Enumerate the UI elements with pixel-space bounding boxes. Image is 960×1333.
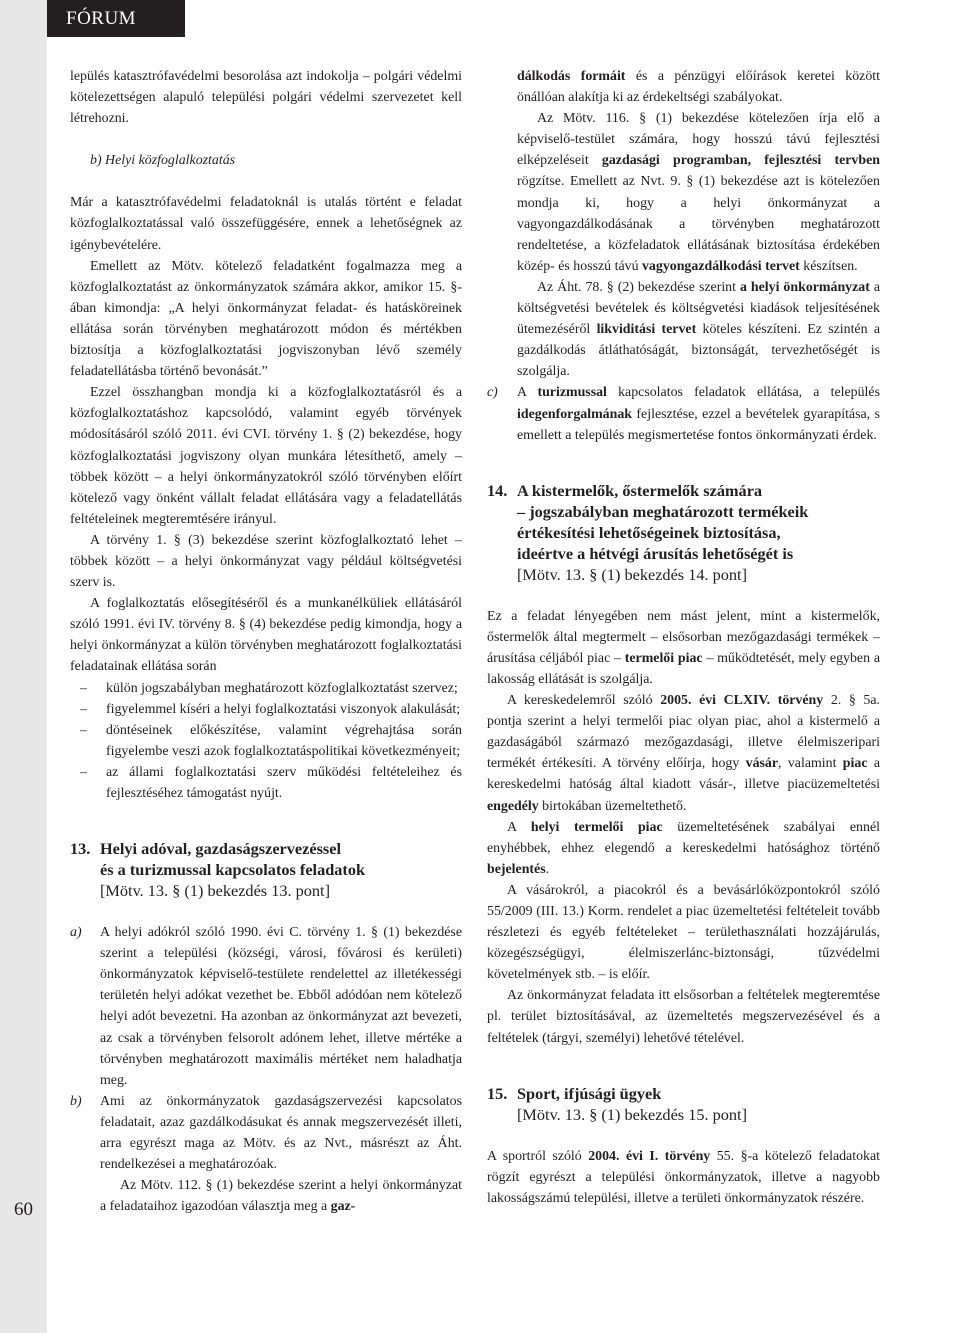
heading-line: – jogszabályban meghatározott termékeik [517, 501, 809, 521]
heading-number: 13. [70, 839, 91, 859]
heading-line: ideértve a hétvégi árusítás lehetőségét is [517, 543, 794, 563]
paragraph [100, 1175, 462, 1217]
bold-run: dálkodás formáit [517, 69, 626, 84]
text-run: a költségvetési bevételek és költségvetési kiadások teljesítésének ütemezéséről [517, 279, 881, 338]
list-item-text: A helyi adókról szóló 1990. évi C. törvény 1. § (1) bekezdése szerint a települési (községi, városi, fővárosi és kerületi) önkormányzatok képviselő-testülete rendelettel az illetékességi területén helyi adókat vezethet be. Ebből adódóan nem kötelező helyi adót bevezetni. Ha azonban az önkormányzat azt bevezeti, az csak a törvényben felsorolt adónem lehet, illetve mértéke a törvényben meghatározott maximális mértéket nem haladhatja meg. [100, 925, 462, 1088]
text-run: A [517, 385, 538, 401]
bold-run: helyi termelői piac [530, 819, 663, 835]
paragraph: Már a katasztrófavédelmi feladatoknál is utalás történt e feladat közfoglalkoztatással való összefüggésére, ennek a lehetőségnek az igénybevételére. [70, 195, 462, 253]
bold-run: a helyi önkormányzat [739, 279, 870, 295]
text-run: A [507, 819, 531, 835]
text-run: Az Áht. 78. § (2) bekezdése szerint [537, 279, 740, 295]
bold-run: gazdasági programban, fejlesztési tervben [601, 153, 880, 169]
bold-run: bejelentés [487, 861, 546, 877]
paragraph [517, 277, 880, 382]
section-header: FÓRUM [47, 0, 185, 37]
bold-run: 2005. évi CLXIV. törvény [660, 693, 824, 709]
text-run: Az Mötv. 116. § (1) bekezdése kötelezően írja elő a képviselő-testület számára, hogy hosszú távú fejlesztési elképzeléseit [517, 111, 880, 169]
list-item-text: külön jogszabályban meghatározott közfoglalkoztatást szervez; [106, 680, 458, 696]
bold-run: likviditási tervet [596, 322, 697, 338]
bold-run: 2004. évi I. törvény [588, 1148, 711, 1164]
paragraph [487, 1146, 880, 1209]
list-letter: a) [70, 925, 82, 941]
text-run: Ez a feladat lényegében nem mást jelent, mint a kistermelők, őstermelők által megtermelt – elsősorban mezőgazdasági termékek – árusítása céljából piac – [487, 608, 880, 666]
list-letter: c) [487, 385, 498, 401]
list-item [70, 678, 462, 699]
list-item-c [487, 382, 880, 445]
text-run: rögzítse. Emellett az Nvt. 9. § (1) bekezdése azt is kötelezően mondja ki, hogy a helyi önkormányzat a vagyongazdálkodásának a törvényben meghatározott rendeltetése, a közfeladatok ellátásának biztosítása érdekében közép- és hosszú távú [517, 174, 880, 274]
text-run: köteles készíteni. Ez szintén a gazdálkodás átláthatóságát, biztonságát, tervezhetőségét is szolgálja. [517, 322, 880, 380]
text-run: – működtetését, mely egyben a lakosság ellátását is szolgálja. [487, 650, 880, 687]
text-run: 2. § 5a. pontja szerint a helyi termelői piac olyan piac, ahol a kistermelő a gazdaságából származó mezőgazdasági, illetve élelmiszeripari termékét értékesíti. A törvény előírja, hogy [487, 693, 880, 772]
bold-run: termelői piac [624, 650, 703, 666]
text-run: . [545, 861, 550, 877]
list-item-text: döntéseinek előkészítése, valamint végrehajtása során figyelembe veszi azok foglalkoztatáspolitikai következményeit; [106, 722, 462, 759]
text-run: készítsen. [799, 258, 858, 274]
bold-run: vagyongazdálkodási tervet [641, 258, 800, 274]
list-item [70, 699, 462, 720]
heading-line: értékesítési lehetőségeinek biztosítása, [517, 522, 781, 542]
text-run: birtokában üzemeltethető. [538, 798, 687, 814]
list-item [70, 720, 462, 762]
paragraph: Ezzel összhangban mondja ki a közfoglalkoztatásról és a közfoglalkoztatáshoz kapcsolódó, valamint egyéb törvények módosításáról szóló 2011. évi CVI. törvény 1. § (2) bekezdése, hogy közfoglalkoztatási jogviszony olyan munkára létesíthető, amely – többek között – a helyi önkormányzatokról szóló törvényben előírt kötelező vagy önként vállalt feladat ellátására vagy a feladatellátás feltételeinek megteremtésére irányul. [70, 385, 462, 527]
heading-line: Sport, ifjúsági ügyek [517, 1083, 662, 1103]
section-heading-14 [487, 480, 880, 585]
paragraph [487, 817, 880, 880]
list-item [70, 762, 462, 804]
text-run: Az Mötv. 112. § (1) bekezdése szerint a helyi önkormányzat a feladataihoz igazodóan választja meg a [100, 1178, 462, 1215]
text-run: és a pénzügyi előírások keretei között önállóan alakítja ki az érdekeltségi szabályokat. [517, 69, 880, 106]
heading-reference: [Mötv. 13. § (1) bekezdés 14. pont] [517, 564, 747, 584]
text-run: A sportról szóló [487, 1148, 589, 1164]
dash-bullet: – [80, 764, 87, 780]
heading-line: A kistermelők, őstermelők számára [517, 480, 763, 500]
right-column [487, 66, 880, 1209]
text-run: kapcsolatos feladatok ellátása, a település [606, 385, 880, 401]
bold-run: turizmussal [537, 385, 607, 401]
list-item-a [70, 922, 462, 1091]
list-item-b-continued [487, 66, 880, 382]
dash-bullet: – [80, 680, 87, 696]
bold-run: engedély [487, 798, 539, 814]
bold-run: idegenforgalmának [517, 406, 632, 422]
paragraph: A foglalkoztatás elősegítéséről és a munkanélküliek ellátásáról szóló 1991. évi IV. törvény 8. § (4) bekezdése pedig kimondja, hogy a helyi önkormányzat a külön törvényben meghatározott foglalkoztatási feladatainak ellátása során [70, 596, 462, 675]
bold-run: vásár [745, 756, 779, 772]
text-run: fejlesztése, ezzel a bevételek gyarapítása, s emellett a település megismertetése fontos önkormányzati érdek. [517, 406, 880, 443]
bold-run: gaz- [330, 1199, 356, 1215]
paragraph [517, 108, 880, 277]
text-run: a kereskedelmi hatóság által kiadott vásár-, illetve piacüzemeltetési [487, 756, 880, 793]
bold-run: piac [842, 756, 868, 772]
paragraph [517, 66, 880, 108]
section-heading-13 [70, 838, 462, 901]
section-heading-15 [487, 1083, 880, 1125]
text-run: 55. §-a kötelező feladatokat rögzít egyrészt a települési önkormányzatok, illetve a nagyobb lakosságszámú települési, illetve a területi önkormányzatok részére. [487, 1148, 881, 1206]
paragraph [487, 606, 880, 690]
list-item-text: az állami foglalkoztatási szerv működési feltételeihez és fejlesztéséhez támogatást nyújt. [106, 764, 462, 801]
paragraph: Emellett az Mötv. kötelező feladatként fogalmazza meg a közfoglalkoztatást az önkormányzatok számára akkor, amikor 15. §-ában kimondja: „A helyi önkormányzat feladat- és hatásköreinek ellátása során törvényben meghatározott módon és mértékben biztosítja a közfoglalkoztatási jogviszonyban lévő személy feladatellátásba történő bevonását.” [70, 258, 462, 380]
text-run: üzemeltetésének szabályai ennél enyhébbek, ehhez elegendő a kereskedelmi hatósághoz történő [487, 819, 880, 856]
heading-line: és a turizmussal kapcsolatos feladatok [100, 860, 366, 880]
heading-line: Helyi adóval, gazdaságszervezéssel [100, 839, 342, 859]
paragraph [487, 690, 880, 817]
heading-reference: [Mötv. 13. § (1) bekezdés 15. pont] [517, 1104, 747, 1124]
heading-number: 14. [487, 480, 508, 500]
list-item-text: Ami az önkormányzatok gazdaságszervezési kapcsolatos feladatait, azaz gazdálkodásukat és annak megszervezését illeti, arra egyrészt maga az Mötv. és az Nvt., másrészt az Áht. rendelkezései a meghatározóak. [100, 1093, 462, 1173]
left-column [70, 66, 462, 1217]
page-number: 60 [14, 1199, 33, 1220]
text-run: A kereskedelemről szóló [507, 693, 661, 709]
paragraph: Az önkormányzat feladata itt elsősorban a feltételek megteremtése pl. terület biztosításával, az üzemeltetés megszervezésével és a feltételek (tárgyi, személyi) lehetővé tételével. [487, 988, 880, 1046]
paragraph: lepülés katasztrófavédelmi besorolása azt indokolja – polgári védelmi kötelezettségen alapuló települési polgári védelmi szervezetet kell létrehozni. [70, 69, 462, 127]
heading-reference: [Mötv. 13. § (1) bekezdés 13. pont] [100, 881, 330, 901]
heading-number: 15. [487, 1083, 508, 1103]
paragraph: A törvény 1. § (3) bekezdése szerint közfoglalkoztató lehet – többek között – a helyi önkormányzat vagy például költségvetési szerv is. [70, 532, 462, 591]
dash-bullet: – [80, 701, 87, 717]
list-item-text: figyelemmel kíséri a helyi foglalkoztatási viszonyok alakulását; [106, 701, 461, 717]
list-letter: b) [70, 1093, 82, 1109]
subheading: b) Helyi közfoglalkoztatás [90, 153, 236, 169]
page-sidebar [0, 0, 47, 1333]
text-run: , valamint [778, 756, 843, 772]
paragraph: A vásárokról, a piacokról és a bevásárlóközpontokról szóló 55/2009 (III. 13.) Korm. rendelet a piac üzemeltetési feltételeit tovább részletezi és egyéb feltételeket – területhasználati hozzájárulás, közegészségügyi, élelmiszerlánc-biztonsági, tűzvédelmi követelmények stb. – is előír. [487, 882, 880, 983]
list-item-b [70, 1091, 462, 1218]
dash-bullet: – [80, 722, 87, 738]
